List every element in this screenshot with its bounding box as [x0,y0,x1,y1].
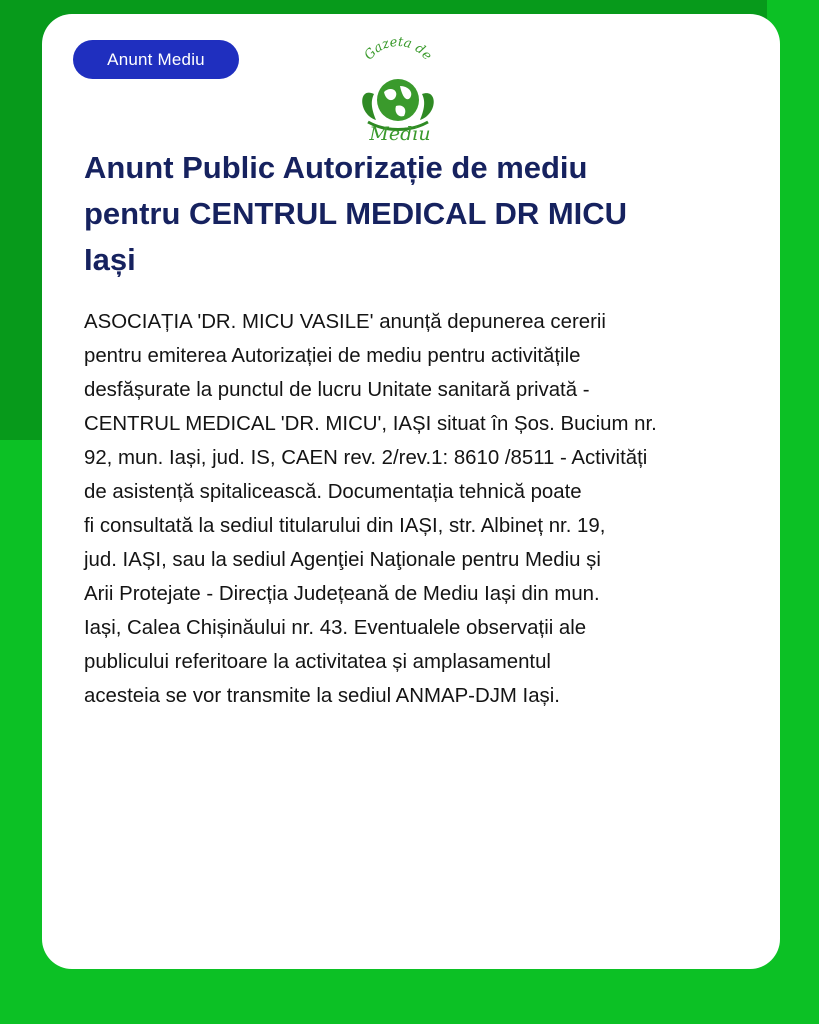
category-badge[interactable]: Anunt Mediu [73,40,239,79]
svg-text:Gazeta de [362,36,435,64]
logo-text-bottom: Mediu [369,123,431,144]
announcement-body: ASOCIAȚIA 'DR. MICU VASILE' anunță depunerea cererii pentru emiterea Autorizației de mediu pentru activitățile desfășurate la punctul de lucru Unitate sanitară privată - CENTRUL MEDICAL 'DR. MICU', IAȘI situat în Șos. Bucium nr. 92, mun. Iași, jud. IS, CAEN rev. 2/rev.1: 8610 /8511 - Activități de asistență spitalicească. Documentația tehnică poate fi consultată la sediul titularului din IAȘI, str. Albineț nr. 19, jud. IAȘI, sau la sediul Agenţiei Naţionale pentru Mediu și Arii Protejate - Direcția Județeană de Mediu Iași din mun. Iași, Calea Chișinăului nr. 43. Eventualele observații ale publicului referitoare la activitatea și amplasamentul acesteia se vor transmite la sediul ANMAP-DJM Iași. [84,311,657,707]
gazeta-de-mediu-logo [352,36,444,144]
globe-leaf-icon [352,36,444,144]
announcement-card [42,14,780,969]
announcement-title: Anunt Public Autorizație de mediu pentru CENTRUL MEDICAL DR MICU Iași [84,150,628,277]
logo-text-top: Gazeta de [361,36,435,64]
